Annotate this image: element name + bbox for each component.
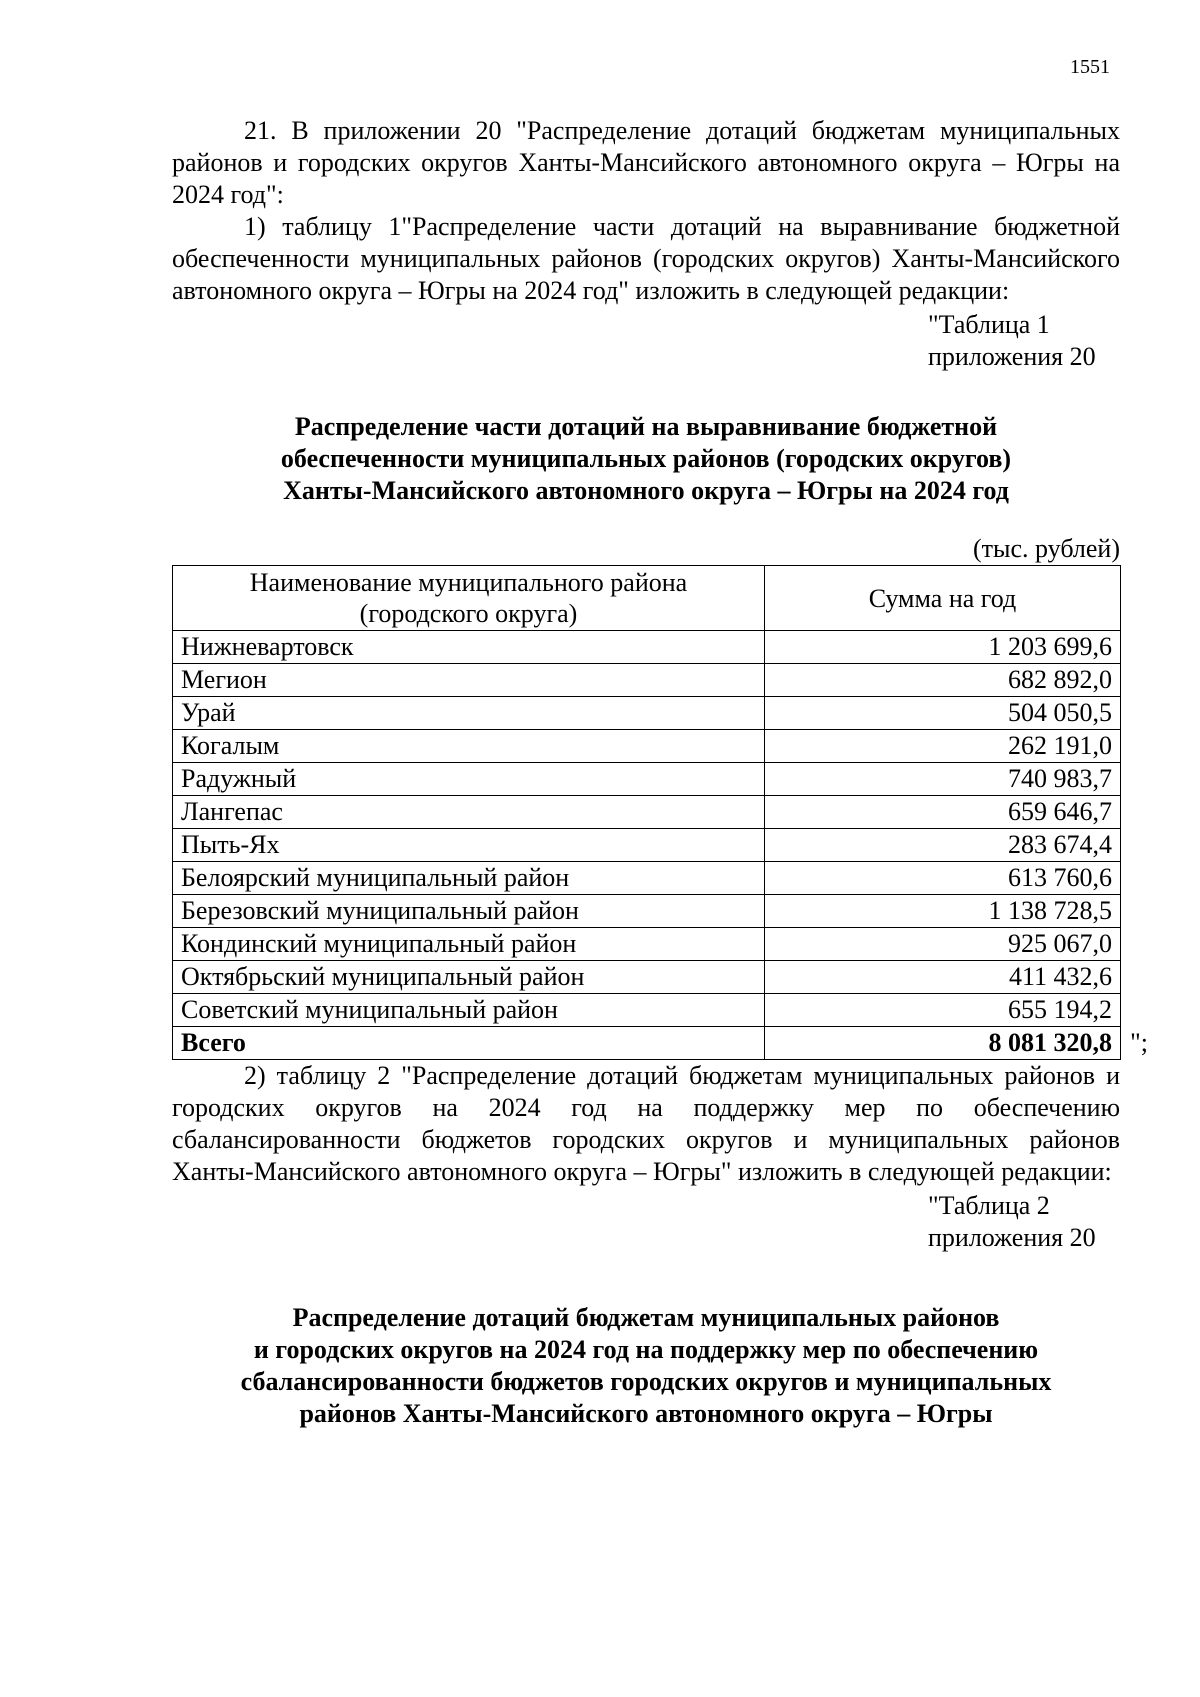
table2-title-line4: районов Ханты-Мансийского автономного округа – Югры [299,1399,993,1428]
table-row [173,730,1121,763]
row-sum: 283 674,4 [765,829,1121,862]
header-name-line1: Наименование муниципального района [249,568,688,597]
row-sum: 659 646,7 [765,796,1121,829]
table1 [172,565,1148,1060]
row-sum: 655 194,2 [765,994,1121,1027]
closing-quote: "; [1130,1028,1148,1057]
row-sum: 613 760,6 [765,862,1121,895]
row-name: Нижневартовск [173,631,765,664]
table1-header-row [173,566,1121,631]
table-row [173,664,1121,697]
row-sum: 740 983,7 [765,763,1121,796]
row-name: Когалым [173,730,765,763]
row-name: Радужный [173,763,765,796]
table2-title-line1: Распределение дотаций бюджетам муниципальных районов [292,1303,1000,1332]
table-row [173,763,1121,796]
table-row [173,895,1121,928]
row-name: Пыть-Ях [173,829,765,862]
table1-title [172,411,1120,507]
table1-reference [928,309,1128,373]
table1-reference-line2: приложения 20 [928,342,1096,371]
page-number: 1551 [1070,56,1110,78]
table2-reference-line1: "Таблица 2 [928,1191,1050,1220]
row-name: Октябрьский муниципальный район [173,961,765,994]
row-sum: 262 191,0 [765,730,1121,763]
row-name: Березовский муниципальный район [173,895,765,928]
row-sum: 682 892,0 [765,664,1121,697]
table2-reference-line2: приложения 20 [928,1223,1096,1252]
total-sum-cell [765,1027,1148,1060]
row-sum: 1 203 699,6 [765,631,1121,664]
subitem-2-paragraph: 2) таблицу 2 "Распределение дотаций бюджетам муниципальных районов и городских округов на 2024 год на поддержку мер по обеспечению сбалансированности бюджетов городских округов и муниципальных районов Ханты-Мансийского автономного округа – Югры" изложить в следующей редакции: [172,1061,1120,1186]
table1-title-line1: Распределение части дотаций на выравнивание бюджетной [294,412,998,441]
table-row [173,928,1121,961]
table-row [173,961,1121,994]
total-label: Всего [173,1027,765,1060]
row-name: Советский муниципальный район [173,994,765,1027]
table2-title [172,1302,1120,1430]
subitem-1-paragraph: 1) таблицу 1"Распределение части дотаций на выравнивание бюджетной обеспеченности муниципальных районов (городских округов) Ханты-Мансийского автономного округа – Югры на 2024 год" изложить в следующей редакции: [172,212,1120,305]
table1-title-line2: обеспеченности муниципальных районов (городских округов) [280,444,1012,473]
table-row [173,994,1121,1027]
header-name-line2: (городского округа) [359,599,578,628]
header-sum-cell: Сумма на год [765,566,1121,631]
table-row [173,829,1121,862]
row-sum: 411 432,6 [765,961,1121,994]
item-21-paragraph: 21. В приложении 20 "Распределение дотаций бюджетам муниципальных районов и городских округов Ханты-Мансийского автономного округа – Югры на 2024 год": [172,116,1120,209]
table2-title-line3: сбалансированности бюджетов городских округов и муниципальных [240,1367,1052,1396]
table-row [173,796,1121,829]
row-sum: 1 138 728,5 [765,895,1121,928]
table1-title-line3: Ханты-Мансийского автономного округа – Югры на 2024 год [283,476,1009,505]
table-total-row [173,1027,1121,1060]
table-row [173,697,1121,730]
row-sum: 925 067,0 [765,928,1121,961]
row-name: Кондинский муниципальный район [173,928,765,961]
total-sum: 8 081 320,8 [988,1028,1112,1057]
header-name-cell [173,566,765,631]
table2-title-line2: и городских округов на 2024 год на поддержку мер по обеспечению [253,1335,1039,1364]
document-body [172,115,1148,1430]
row-name: Урай [173,697,765,730]
table-row [173,631,1121,664]
row-name: Лангепас [173,796,765,829]
row-name: Мегион [173,664,765,697]
table-row [173,862,1121,895]
table2-reference [928,1190,1128,1254]
row-sum: 504 050,5 [765,697,1121,730]
row-name: Белоярский муниципальный район [173,862,765,895]
units-label: (тыс. рублей) [972,534,1120,563]
table1-reference-line1: "Таблица 1 [928,310,1050,339]
